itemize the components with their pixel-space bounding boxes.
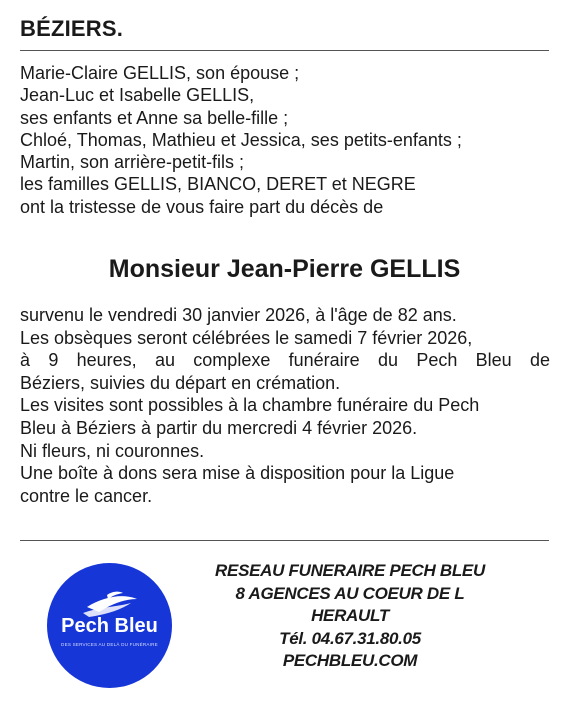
- pech-bleu-logo: [47, 563, 172, 688]
- logo-tagline: DES SERVICES AU DELÀ DU FUNÉRAIRE: [61, 642, 158, 647]
- details-line: contre le cancer.: [20, 485, 153, 506]
- details-line: Ni fleurs, ni couronnes.: [20, 440, 205, 461]
- agencies-line: HERAULT: [311, 606, 389, 626]
- details-line: Béziers, suivies du départ en crémation.: [20, 372, 341, 393]
- bottom-divider: [20, 540, 549, 541]
- details-line: Les obsèques seront célébrées le samedi 7 février 2026,: [20, 327, 473, 348]
- network-name: RESEAU FUNERAIRE PECH BLEU: [215, 561, 485, 580]
- city-heading: BÉZIERS.: [20, 16, 124, 41]
- family-line: Chloé, Thomas, Mathieu et Jessica, ses petits-enfants ;: [20, 129, 462, 150]
- top-divider: [20, 50, 549, 51]
- funeral-details: [20, 304, 550, 507]
- logo-name: Pech Bleu: [61, 615, 158, 637]
- family-line: les familles GELLIS, BIANCO, DERET et NEGRE: [20, 174, 416, 195]
- phone-number: Tél. 04.67.31.80.05: [279, 628, 421, 648]
- details-line: Bleu à Béziers à partir du mercredi 4 février 2026.: [20, 417, 418, 438]
- family-line: ses enfants et Anne sa belle-fille ;: [20, 107, 289, 128]
- family-line: Martin, son arrière-petit-fils ;: [20, 152, 245, 173]
- contact-block: [190, 560, 510, 673]
- details-line: Une boîte à dons sera mise à disposition pour la Ligue: [20, 463, 455, 484]
- details-line: Les visites sont possibles à la chambre funéraire du Pech: [20, 395, 480, 416]
- details-line: à 9 heures, au complexe funéraire du Pech Bleu de: [20, 350, 550, 371]
- family-line: Marie-Claire GELLIS, son épouse ;: [20, 63, 300, 83]
- details-line: survenu le vendredi 30 janvier 2026, à l'âge de 82 ans.: [20, 305, 457, 325]
- website-address: PECHBLEU.COM: [282, 651, 418, 671]
- family-line: Jean-Luc et Isabelle GELLIS,: [20, 85, 255, 106]
- deceased-name: Monsieur Jean-Pierre GELLIS: [108, 255, 461, 283]
- family-line: ont la tristesse de vous faire part du décès de: [20, 196, 384, 217]
- agencies-line: 8 AGENCES AU COEUR DE L: [235, 583, 465, 603]
- family-announcement: [20, 62, 550, 218]
